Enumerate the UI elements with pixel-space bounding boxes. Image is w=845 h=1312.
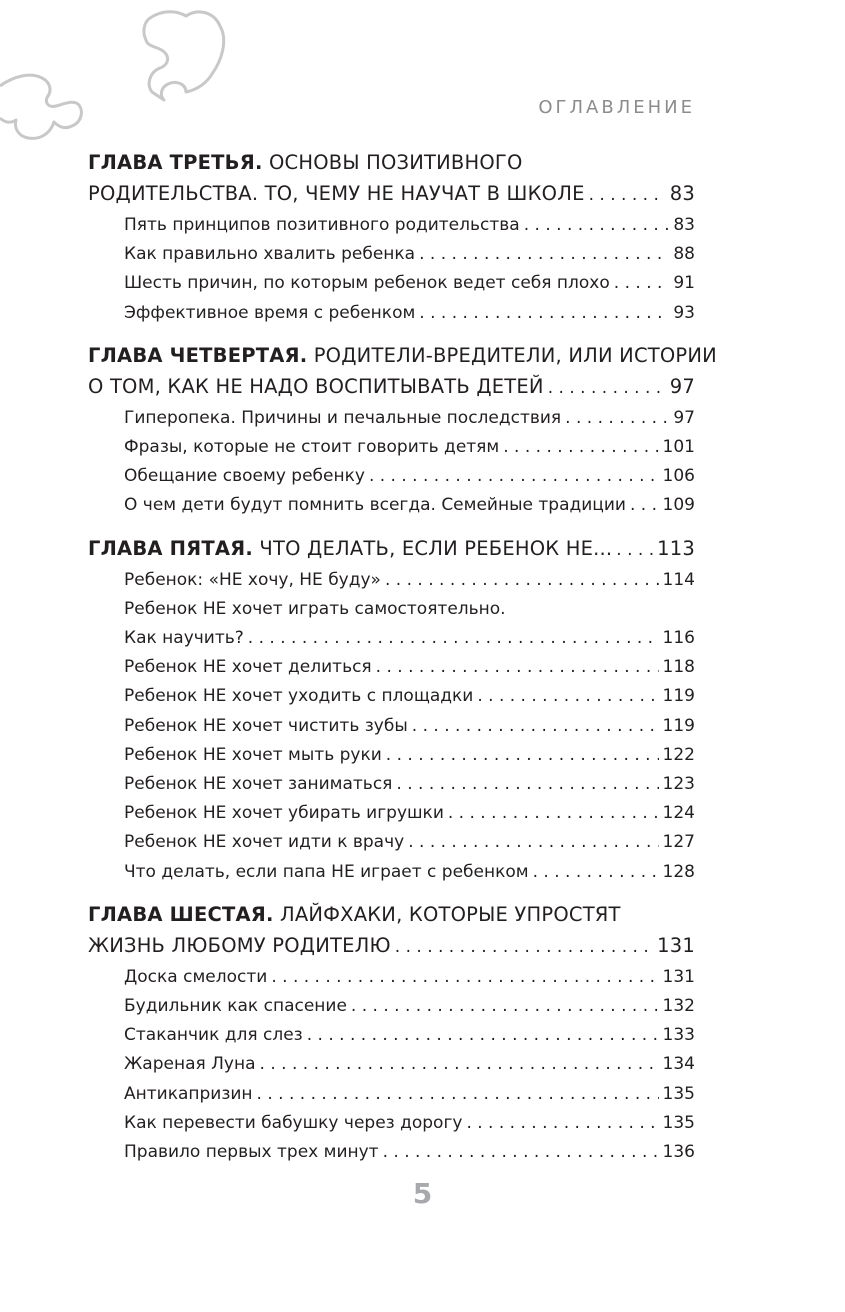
- dot-leader: [533, 858, 659, 887]
- toc-entry[interactable]: [88, 1080, 695, 1109]
- entry-title: Эффективное время с ребенком: [124, 302, 416, 323]
- entry-title: Ребенок НЕ хочет мыть руки: [124, 744, 382, 765]
- entry-page-number: 128: [662, 861, 695, 882]
- chapter-page-number: 83: [669, 182, 695, 205]
- dot-leader: [383, 1138, 659, 1167]
- toc-entry[interactable]: [88, 741, 695, 770]
- dot-leader: [260, 1050, 659, 1079]
- entry-title-cont: Как научить?: [124, 628, 244, 649]
- chapter-title: ОСНОВЫ ПОЗИТИВНОГО: [262, 151, 523, 174]
- toc-entry[interactable]: [88, 1050, 695, 1079]
- dot-leader: [419, 240, 669, 269]
- entry-title: Жареная Луна: [124, 1054, 256, 1075]
- dot-leader: [396, 770, 658, 799]
- dot-leader: [548, 373, 666, 404]
- chapter-title-line[interactable]: [88, 930, 695, 963]
- chapter-3: [88, 147, 695, 328]
- entry-page-number: 122: [662, 744, 695, 765]
- dot-leader: [503, 433, 658, 462]
- dot-leader: [565, 404, 669, 433]
- entry-page-number: 109: [662, 495, 695, 516]
- dot-leader: [376, 653, 659, 682]
- entry-title: Как перевести бабушку через дорогу: [124, 1112, 463, 1133]
- chapter-title-cont: ЖИЗНЬ ЛЮБОМУ РОДИТЕЛЮ: [88, 933, 391, 957]
- toc-entry[interactable]: [88, 491, 695, 520]
- chapter-title-cont: О ТОМ, КАК НЕ НАДО ВОСПИТЫВАТЬ ДЕТЕЙ: [88, 374, 544, 398]
- chapter-6: [88, 899, 695, 1167]
- dot-leader: [351, 992, 659, 1021]
- entry-page-number: 132: [662, 996, 695, 1017]
- entry-title: О чем дети будут помнить всегда. Семейные традиции: [124, 495, 626, 516]
- entry-page-number: 127: [662, 832, 695, 853]
- toc-entry-first-line[interactable]: [88, 595, 695, 624]
- dot-leader: [369, 462, 659, 491]
- entry-title: Ребенок НЕ хочет играть самостоятельно.: [124, 598, 506, 619]
- chapter-title: ЧТО ДЕЛАТЬ, ЕСЛИ РЕБЕНОК НЕ...: [253, 536, 613, 560]
- chapter-4: [88, 340, 717, 521]
- dot-leader: [385, 566, 659, 595]
- chapter-label: ГЛАВА ШЕСТАЯ.: [88, 902, 274, 926]
- puzzle-piece-top-icon: [144, 12, 224, 100]
- entry-page-number: 118: [662, 657, 695, 678]
- chapter-label: ГЛАВА ПЯТАЯ.: [88, 536, 254, 560]
- dot-leader: [386, 741, 659, 770]
- chapter-title-line[interactable]: [88, 178, 695, 211]
- entry-title: Доска смелости: [124, 966, 268, 987]
- chapter-page-number: 131: [657, 933, 695, 957]
- toc-entry[interactable]: [88, 712, 695, 741]
- toc-entry[interactable]: [88, 1109, 695, 1138]
- toc-entry[interactable]: [88, 799, 695, 828]
- chapter-title-line[interactable]: [88, 340, 717, 371]
- entry-title: Ребенок НЕ хочет уходить с площадки: [124, 686, 474, 707]
- chapter-title-cont: РОДИТЕЛЬСТВА. ТО, ЧЕМУ НЕ НАУЧАТ В ШКОЛЕ: [88, 182, 585, 205]
- table-of-contents: [88, 147, 717, 1179]
- entry-title: Стаканчик для слез: [124, 1025, 303, 1046]
- toc-entry[interactable]: [88, 299, 695, 328]
- toc-entry[interactable]: [88, 653, 695, 682]
- dot-leader: [616, 535, 653, 566]
- entry-page-number: 116: [662, 628, 695, 649]
- entry-page-number: 133: [662, 1025, 695, 1046]
- entry-page-number: 119: [662, 686, 695, 707]
- puzzle-piece-left-icon: [0, 75, 81, 138]
- entry-title: Ребенок НЕ хочет убирать игрушки: [124, 803, 444, 824]
- entry-page-number: 91: [673, 273, 695, 294]
- dot-leader: [271, 963, 658, 992]
- entry-title: Гиперопека. Причины и печальные последствия: [124, 407, 562, 428]
- entry-title: Будильник как спасение: [124, 996, 347, 1017]
- entry-title: Ребенок НЕ хочет идти к врачу: [124, 832, 405, 853]
- entry-title: Шесть причин, по которым ребенок ведет себя плохо: [124, 273, 610, 294]
- toc-entry[interactable]: [88, 858, 695, 887]
- entry-title: Обещание своему ребенку: [124, 466, 365, 487]
- entry-title: Фразы, которые не стоит говорить детям: [124, 437, 500, 458]
- chapter-label: ГЛАВА ЧЕТВЕРТАЯ.: [88, 343, 308, 367]
- entry-page-number: 134: [662, 1054, 695, 1075]
- entry-title: Ребенок НЕ хочет делиться: [124, 657, 372, 678]
- dot-leader: [395, 932, 653, 963]
- running-head: ОГЛАВЛЕНИЕ: [538, 97, 695, 118]
- toc-entry[interactable]: [88, 240, 695, 269]
- entry-page-number: 135: [662, 1083, 695, 1104]
- entry-title: Что делать, если папа НЕ играет с ребенком: [124, 861, 529, 882]
- chapter-5: [88, 533, 695, 887]
- toc-entry[interactable]: [88, 1138, 695, 1167]
- chapter-title: РОДИТЕЛИ-ВРЕДИТЕЛИ, ИЛИ ИСТОРИИ: [307, 343, 717, 367]
- entry-page-number: 135: [662, 1112, 695, 1133]
- entry-title: Правило первых трех минут: [124, 1142, 379, 1163]
- chapter-title: ЛАЙФХАКИ, КОТОРЫЕ УПРОСТЯТ: [273, 902, 621, 926]
- entry-page-number: 97: [673, 407, 695, 428]
- dot-leader: [448, 799, 659, 828]
- entry-title: Антикапризин: [124, 1083, 253, 1104]
- toc-entry[interactable]: [88, 211, 695, 240]
- toc-entry[interactable]: [88, 269, 695, 298]
- toc-entry[interactable]: [88, 992, 695, 1021]
- entry-title: Как правильно хвалить ребенка: [124, 244, 416, 265]
- toc-entry[interactable]: [88, 433, 695, 462]
- chapter-title-line[interactable]: [88, 147, 695, 178]
- dot-leader: [630, 491, 659, 520]
- dot-leader: [248, 624, 659, 653]
- toc-entry[interactable]: [88, 770, 695, 799]
- entry-title: Пять принципов позитивного родительства: [124, 215, 520, 235]
- entry-page-number: 83: [673, 215, 695, 235]
- chapter-title-line[interactable]: [88, 371, 695, 404]
- puzzle-pieces-ornament: [0, 0, 240, 150]
- entry-page-number: 93: [673, 302, 695, 323]
- dot-leader: [477, 682, 658, 711]
- toc-entry[interactable]: [88, 462, 695, 491]
- dot-leader: [614, 269, 670, 298]
- dot-leader: [408, 828, 658, 857]
- dot-leader: [412, 712, 659, 741]
- toc-entry[interactable]: [88, 566, 695, 595]
- entry-title: Ребенок НЕ хочет чистить зубы: [124, 715, 408, 736]
- dot-leader: [466, 1109, 658, 1138]
- chapter-page-number: 113: [657, 536, 695, 560]
- page-number: 5: [412, 1177, 433, 1210]
- dot-leader: [307, 1021, 659, 1050]
- dot-leader: [419, 299, 669, 328]
- entry-page-number: 131: [662, 966, 695, 987]
- dot-leader: [257, 1080, 659, 1109]
- entry-title: Ребенок НЕ хочет заниматься: [124, 774, 393, 795]
- toc-entry[interactable]: [88, 624, 695, 653]
- chapter-label: ГЛАВА ТРЕТЬЯ.: [88, 151, 263, 174]
- dot-leader: [524, 211, 670, 240]
- toc-entry[interactable]: [88, 828, 695, 857]
- entry-page-number: 101: [662, 437, 695, 458]
- entry-page-number: 88: [673, 244, 695, 265]
- toc-entry[interactable]: [88, 682, 695, 711]
- toc-entry[interactable]: [88, 963, 695, 992]
- entry-page-number: 123: [662, 774, 695, 795]
- dot-leader: [589, 180, 666, 211]
- chapter-page-number: 97: [669, 374, 695, 398]
- entry-page-number: 136: [662, 1142, 695, 1163]
- entry-page-number: 114: [662, 569, 695, 590]
- chapter-title-line[interactable]: [88, 533, 695, 566]
- entry-page-number: 119: [662, 715, 695, 736]
- entry-page-number: 124: [662, 803, 695, 824]
- toc-entry[interactable]: [88, 1021, 695, 1050]
- entry-page-number: 106: [662, 466, 695, 487]
- entry-title: Ребенок: «НЕ хочу, НЕ буду»: [124, 569, 381, 590]
- chapter-title-line[interactable]: [88, 899, 695, 930]
- toc-entry[interactable]: [88, 404, 695, 433]
